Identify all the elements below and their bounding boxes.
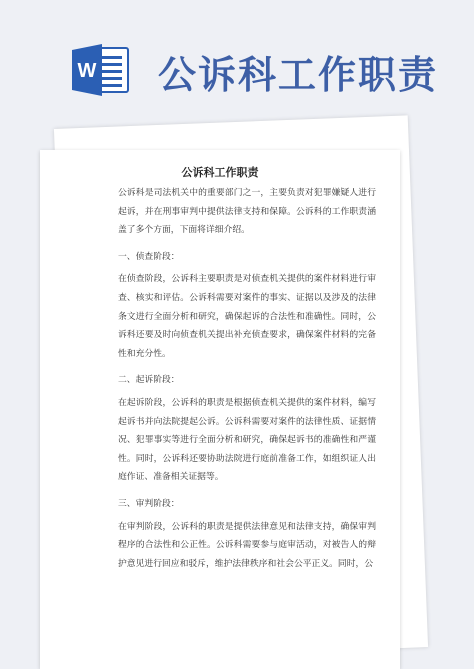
section-heading-1: 一、侦查阶段： [118, 251, 180, 262]
word-document-icon [70, 42, 132, 98]
paragraph-intro: 公诉科是司法机关中的重要部门之一，主要负责对犯罪嫌疑人进行起诉，并在刑事审判中提供法律支持和保障。公诉科的工作职责涵盖了多个方面，下面将详细介绍。 [118, 188, 376, 236]
header-banner [0, 0, 474, 118]
paragraph-2: 在起诉阶段，公诉科的职责是根据侦查机关提供的案件材料，编写起诉书并向法院提起公诉。公诉科需要对案件的法律性质、证据情况、犯罪事实等进行全面分析和研究，确保起诉书的准确性和严谨性。同时，公诉科还要协助法院进行庭前准备工作，如组织证人出庭作证、准备相关证据等。 [118, 397, 376, 483]
document-body [118, 184, 376, 573]
paragraph-3: 在审判阶段，公诉科的职责是提供法律意见和法律支持，确保审判程序的合法性和公正性。公诉科需要参与庭审活动，对被告人的辩护意见进行回应和驳斥，维护法律秩序和社会公平正义。同时，公 [118, 521, 376, 569]
document-title: 公诉科工作职责 [181, 166, 259, 179]
section-heading-3: 三、审判阶段： [118, 498, 180, 509]
svg-text:W: W [77, 60, 97, 82]
paragraph-1: 在侦查阶段，公诉科主要职责是对侦查机关提供的案件材料进行审查、核实和评估。公诉科需要对案件的事实、证据以及涉及的法律条文进行全面分析和研究，确保起诉的合法性和准确性。同时，公诉科还要及时向侦查机关提出补充侦查要求，确保案件材料的完备性和充分性。 [118, 274, 376, 359]
header-title: 公诉科工作职责 [158, 53, 439, 97]
section-heading-2: 二、起诉阶段： [118, 375, 180, 386]
